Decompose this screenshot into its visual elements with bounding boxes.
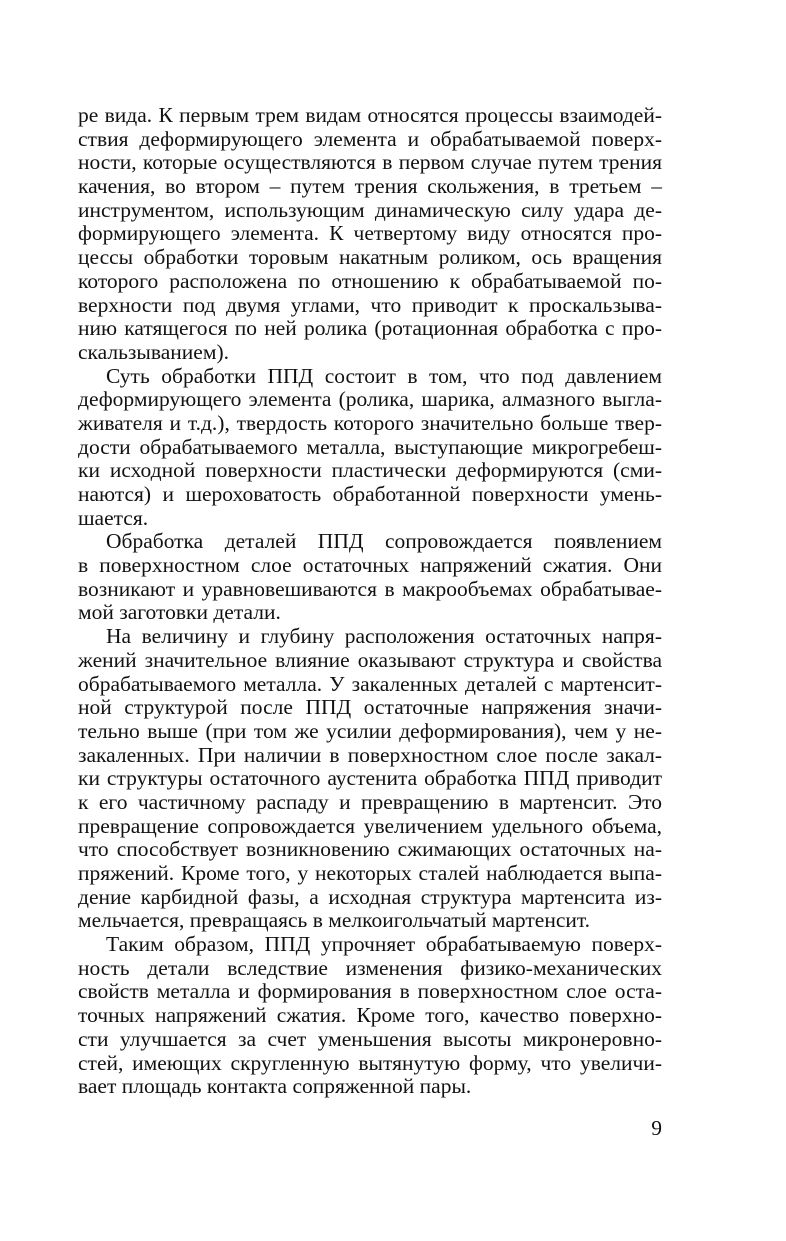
text-line: что способствует возникновению сжимающих остаточных на- xyxy=(78,837,662,862)
text-line: закаленных. При наличии в поверхностном слое после закал- xyxy=(78,742,662,767)
paragraph-5 xyxy=(78,933,662,1099)
text-line: цессы обработки торовым накатным роликом, ось вращения xyxy=(78,245,662,270)
text-line: наются) и шероховатость обработанной поверхности умень- xyxy=(78,482,662,506)
text-line: шается. xyxy=(78,505,149,530)
text-line: живателя и т.д.), твердость которого значительно больше твер- xyxy=(78,410,662,435)
paragraph-3 xyxy=(78,530,662,625)
text-line: Обработка деталей ППД сопровождается появлением xyxy=(106,529,662,554)
text-line: нию катящегося по ней ролика (ротационная обработка с про- xyxy=(78,316,662,341)
text-line: мельчается, превращаясь в мелкоигольчатый мартенсит. xyxy=(78,908,591,933)
text-line: тельно выше (при том же усилии деформирования), чем у не- xyxy=(78,718,662,743)
text-line: к его частичному распаду и превращению в мартенсит. Это xyxy=(78,789,662,814)
text-line: пряжений. Кроме того, у некоторых сталей наблюдается выпа- xyxy=(78,861,662,885)
text-line: возникают и уравновешиваются в макрообъемах обрабатывае- xyxy=(78,576,662,601)
text-line: которого расположена по отношению к обрабатываемой по- xyxy=(78,268,662,293)
text-line: точных напряжений сжатия. Кроме того, качество поверхно- xyxy=(78,1003,662,1028)
page-number: 9 xyxy=(651,1116,662,1140)
text-line: свойств металла и формирования в поверхностном слое оста- xyxy=(78,979,662,1004)
paragraph-1 xyxy=(78,104,662,365)
text-line: ки исходной поверхности пластически деформируются (сми- xyxy=(78,458,662,483)
text-line: Таким образом, ППД упрочняет обрабатываемую поверх- xyxy=(106,932,662,957)
text-line: ности, которые осуществляются в первом случае путем трения xyxy=(78,150,662,175)
paragraph-4 xyxy=(78,625,662,933)
page-body xyxy=(78,104,662,1099)
paragraph-2 xyxy=(78,365,662,531)
text-line: На величину и глубину расположения остаточных напря- xyxy=(106,624,662,649)
text-line: верхности под двумя углами, что приводит к проскальзыва- xyxy=(78,292,662,317)
text-line: вает площадь контакта сопряженной пары. xyxy=(78,1074,472,1099)
text-line: качения, во втором – путем трения скольжения, в третьем – xyxy=(78,174,662,199)
text-line: дости обрабатываемого металла, выступающие микрогребеш- xyxy=(78,434,662,459)
text-line: ной структурой после ППД остаточные напряжения значи- xyxy=(78,695,662,720)
text-line: дение карбидной фазы, а исходная структура мартенсита из- xyxy=(78,884,662,909)
text-line: деформирующего элемента (ролика, шарика, алмазного выгла- xyxy=(78,387,662,412)
text-line: ки структуры остаточного аустенита обработка ППД приводит xyxy=(78,766,662,791)
text-line: в поверхностном слое остаточных напряжений сжатия. Они xyxy=(78,553,662,578)
text-line: ность детали вследствие изменения физико-механических xyxy=(78,955,662,980)
text-line: обрабатываемого металла. У закаленных деталей с мартенсит- xyxy=(78,671,662,696)
text-line: жений значительное влияние оказывают структура и свойства xyxy=(78,647,662,672)
text-line: мой заготовки детали. xyxy=(78,600,281,625)
text-line: инструментом, использующим динамическую силу удара де- xyxy=(78,197,662,222)
text-line: формирующего элемента. К четвертому виду относятся про- xyxy=(78,221,662,246)
text-line: Суть обработки ППД состоит в том, что под давлением xyxy=(106,363,662,388)
text-line: скальзыванием). xyxy=(78,339,229,364)
text-line: сти улучшается за счет уменьшения высоты микронеровно- xyxy=(78,1026,662,1051)
text-line: стей, имеющих скругленную вытянутую форму, что увеличи- xyxy=(78,1050,662,1075)
text-line: ствия деформирующего элемента и обрабатываемой поверх- xyxy=(78,126,662,151)
text-line: ре вида. К первым трем видам относятся процессы взаимодей- xyxy=(78,103,662,127)
text-line: превращение сопровождается увеличением удельного объема, xyxy=(78,813,662,838)
